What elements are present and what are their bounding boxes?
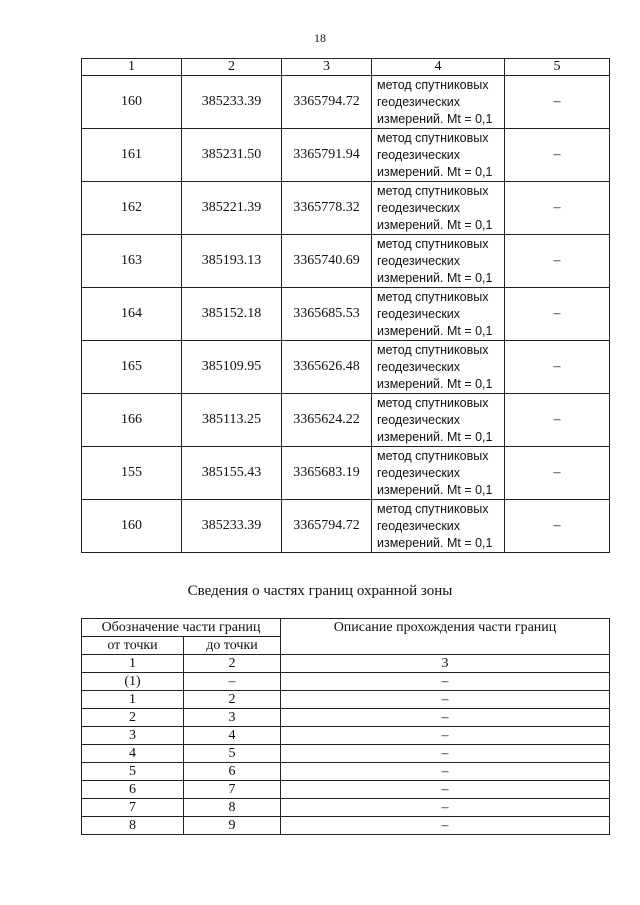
to-point-cell: 9	[184, 817, 281, 835]
table-row	[82, 129, 610, 182]
method-cell	[372, 76, 505, 129]
method-line: геодезических	[377, 465, 461, 480]
method-line: геодезических	[377, 518, 461, 533]
x-coordinate-cell: 385113.25	[182, 394, 282, 447]
parts-group-header-row	[82, 619, 610, 637]
to-point-cell: 5	[184, 745, 281, 763]
page-number: 18	[314, 31, 326, 45]
table-row	[82, 288, 610, 341]
column-number: 1	[82, 59, 182, 76]
method-cell	[372, 394, 505, 447]
y-coordinate-cell: 3365791.94	[282, 129, 372, 182]
point-number-cell: 166	[82, 394, 182, 447]
description-cell: –	[281, 727, 610, 745]
y-coordinate-cell: 3365794.72	[282, 500, 372, 553]
coordinates-header-row	[82, 59, 610, 76]
note-cell: –	[505, 341, 610, 394]
column-number: 2	[184, 655, 281, 673]
y-coordinate-cell: 3365778.32	[282, 182, 372, 235]
point-number-cell: 155	[82, 447, 182, 500]
x-coordinate-cell: 385155.43	[182, 447, 282, 500]
to-point-cell: 2	[184, 691, 281, 709]
method-line: метод спутниковых	[377, 289, 489, 304]
description-cell: –	[281, 673, 610, 691]
method-cell	[372, 235, 505, 288]
method-line: геодезических	[377, 94, 461, 109]
method-line: измерений. Mt = 0,1	[377, 323, 493, 338]
column-number: 2	[182, 59, 282, 76]
method-line: метод спутниковых	[377, 183, 489, 198]
y-coordinate-cell: 3365626.48	[282, 341, 372, 394]
table-row	[82, 709, 610, 727]
method-cell	[372, 288, 505, 341]
x-coordinate-cell: 385233.39	[182, 76, 282, 129]
from-point-cell: 5	[82, 763, 184, 781]
x-coordinate-cell: 385221.39	[182, 182, 282, 235]
method-line: метод спутниковых	[377, 395, 489, 410]
table-row	[82, 727, 610, 745]
method-cell	[372, 447, 505, 500]
table-row	[82, 341, 610, 394]
column-number: 3	[281, 655, 610, 673]
section-title: Сведения о частях границ охранной зоны	[187, 583, 453, 599]
method-line: геодезических	[377, 200, 461, 215]
x-coordinate-cell: 385231.50	[182, 129, 282, 182]
boundary-designation-header: Обозначение части границ	[82, 619, 281, 637]
table-row	[82, 691, 610, 709]
column-number: 1	[82, 655, 184, 673]
from-point-cell: 8	[82, 817, 184, 835]
boundary-parts-table	[81, 618, 610, 835]
to-point-cell: 6	[184, 763, 281, 781]
y-coordinate-cell: 3365685.53	[282, 288, 372, 341]
point-number-cell: 160	[82, 500, 182, 553]
column-number: 5	[505, 59, 610, 76]
from-point-cell: 7	[82, 799, 184, 817]
table-row	[82, 799, 610, 817]
table-row	[82, 817, 610, 835]
x-coordinate-cell: 385193.13	[182, 235, 282, 288]
to-point-cell: 8	[184, 799, 281, 817]
from-point-cell: 1	[82, 691, 184, 709]
description-cell: –	[281, 691, 610, 709]
y-coordinate-cell: 3365794.72	[282, 76, 372, 129]
y-coordinate-cell: 3365683.19	[282, 447, 372, 500]
method-line: измерений. Mt = 0,1	[377, 429, 493, 444]
method-line: метод спутниковых	[377, 501, 489, 516]
method-line: метод спутниковых	[377, 342, 489, 357]
method-line: геодезических	[377, 412, 461, 427]
table-row	[82, 763, 610, 781]
table-row	[82, 781, 610, 799]
from-point-header: от точки	[82, 637, 184, 655]
from-point-cell: 4	[82, 745, 184, 763]
description-cell: –	[281, 799, 610, 817]
note-cell: –	[505, 288, 610, 341]
method-cell	[372, 182, 505, 235]
method-cell	[372, 341, 505, 394]
to-point-cell: 3	[184, 709, 281, 727]
table-row	[82, 76, 610, 129]
method-line: измерений. Mt = 0,1	[377, 111, 493, 126]
x-coordinate-cell: 385109.95	[182, 341, 282, 394]
description-cell: –	[281, 709, 610, 727]
method-line: геодезических	[377, 306, 461, 321]
x-coordinate-cell: 385152.18	[182, 288, 282, 341]
coordinates-table	[81, 58, 610, 553]
method-line: метод спутниковых	[377, 448, 489, 463]
method-line: измерений. Mt = 0,1	[377, 270, 493, 285]
method-line: геодезических	[377, 359, 461, 374]
from-point-cell: (1)	[82, 673, 184, 691]
description-cell: –	[281, 781, 610, 799]
to-point-cell: 7	[184, 781, 281, 799]
table-row	[82, 182, 610, 235]
note-cell: –	[505, 129, 610, 182]
point-number-cell: 164	[82, 288, 182, 341]
method-cell	[372, 500, 505, 553]
note-cell: –	[505, 394, 610, 447]
method-line: метод спутниковых	[377, 130, 489, 145]
column-number: 3	[282, 59, 372, 76]
note-cell: –	[505, 500, 610, 553]
point-number-cell: 165	[82, 341, 182, 394]
description-header: Описание прохождения части границ	[281, 619, 610, 655]
method-line: метод спутниковых	[377, 236, 489, 251]
method-line: метод спутниковых	[377, 77, 489, 92]
to-point-header: до точки	[184, 637, 281, 655]
parts-column-number-row	[82, 655, 610, 673]
method-line: измерений. Mt = 0,1	[377, 164, 493, 179]
table-row	[82, 447, 610, 500]
note-cell: –	[505, 235, 610, 288]
from-point-cell: 2	[82, 709, 184, 727]
to-point-cell: 4	[184, 727, 281, 745]
to-point-cell: –	[184, 673, 281, 691]
x-coordinate-cell: 385233.39	[182, 500, 282, 553]
method-line: измерений. Mt = 0,1	[377, 535, 493, 550]
method-line: геодезических	[377, 147, 461, 162]
table-row	[82, 394, 610, 447]
table-row	[82, 500, 610, 553]
point-number-cell: 160	[82, 76, 182, 129]
description-cell: –	[281, 817, 610, 835]
description-cell: –	[281, 763, 610, 781]
y-coordinate-cell: 3365740.69	[282, 235, 372, 288]
y-coordinate-cell: 3365624.22	[282, 394, 372, 447]
from-point-cell: 3	[82, 727, 184, 745]
method-line: измерений. Mt = 0,1	[377, 376, 493, 391]
method-line: геодезических	[377, 253, 461, 268]
point-number-cell: 161	[82, 129, 182, 182]
point-number-cell: 162	[82, 182, 182, 235]
method-cell	[372, 129, 505, 182]
method-line: измерений. Mt = 0,1	[377, 482, 493, 497]
description-cell: –	[281, 745, 610, 763]
table-row	[82, 235, 610, 288]
note-cell: –	[505, 76, 610, 129]
method-line: измерений. Mt = 0,1	[377, 217, 493, 232]
table-row	[82, 745, 610, 763]
from-point-cell: 6	[82, 781, 184, 799]
note-cell: –	[505, 447, 610, 500]
note-cell: –	[505, 182, 610, 235]
table-row	[82, 673, 610, 691]
point-number-cell: 163	[82, 235, 182, 288]
column-number: 4	[372, 59, 505, 76]
